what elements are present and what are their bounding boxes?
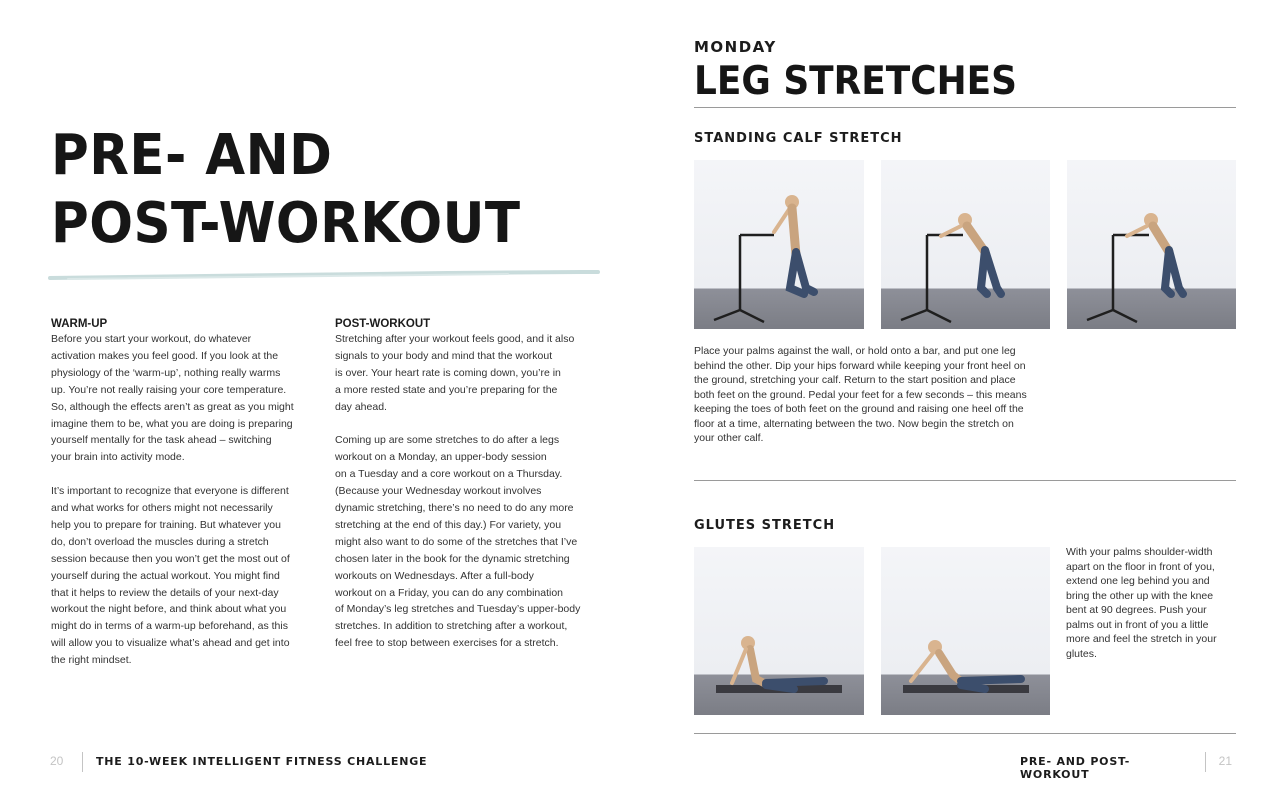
calf-stretch-description: Place your palms against the wall, or hold onto a bar, and put one leg behind the other. Dip your hips forward while keeping your front heel on the ground, stretching your calf. Return to the start position and place both feet on the ground. Pedal your feet for a few seconds – this means keeping the toes of both feet on the ground and raising one heel off the floor at a time, alternating between the two. Now begin the stretch on your other calf. xyxy=(694,345,1027,444)
left-footer xyxy=(50,752,610,772)
right-footer xyxy=(1020,752,1240,781)
glutes-stretch-heading: GLUTES STRETCH xyxy=(694,518,836,533)
calf-stretch-heading: STANDING CALF STRETCH xyxy=(694,131,903,146)
footer-rule xyxy=(694,733,1236,734)
calf-stretch-photo-1 xyxy=(694,160,864,329)
postworkout-paragraph-2: Coming up are some stretches to do after a legs workout on a Monday, an upper-body session on a Tuesday and a core workout on a Thursday. (Because your Wednesday workout involves dynamic stretching, there’s no need to do any more stretching at the end of this day.) For variety, you might also want to do some of the stretches that I’ve chosen later in the book for the dynamic stretching workouts on Wednesdays. After a full-body workout on a Friday, you can do any combination of Monday’s leg stretches and Tuesday’s upper-body stretches. In addition to stretching after a workout, feel free to stop between exercises for a stretch. xyxy=(335,434,581,650)
page-number-right: 21 xyxy=(1218,754,1232,768)
postworkout-paragraph-1: Stretching after your workout feels good, and it also signals to your body and mind that the workout is over. Your heart rate is coming down, you’re in a more rested state and you’re preparing for the day ahead. xyxy=(335,333,575,413)
chapter-title xyxy=(51,122,651,258)
postworkout-column xyxy=(335,318,610,669)
footer-divider-left xyxy=(82,752,83,772)
page-number-left: 20 xyxy=(50,754,64,768)
warmup-paragraph-2: It’s important to recognize that everyone is different and what works for others might not necessarily help you to prepare for training. But whatever you do, don’t overload the muscles during a stretch session because then you won’t get the most out of yourself during the actual workout. You might find that it helps to review the details of your next-day workout the night before, and think about what you might do in terms of a warm-up beforehand, as this will allow you to visualize what’s ahead and get into the right mindset. xyxy=(51,485,290,667)
warmup-paragraph-1: Before you start your workout, do whatever activation makes you feel good. If you look at the physiology of the ‘warm-up’, nothing really warms up. You’re not really raising your core temperature. So, although the effects aren’t as great as you might imagine them to be, what you are doing is preparing yourself mentally for the task ahead – switching your brain into activity mode. xyxy=(51,333,294,464)
warmup-column xyxy=(51,318,321,686)
page-title: LEG STRETCHES xyxy=(694,59,1017,104)
section-title-footer: PRE- AND POST-WORKOUT xyxy=(1020,755,1131,781)
warmup-heading: WARM-UP xyxy=(51,318,108,330)
glutes-stretch-photo-1 xyxy=(694,547,864,715)
calf-stretch-photo-3 xyxy=(1067,160,1236,329)
title-rule xyxy=(694,107,1236,108)
calf-stretch-photo-2 xyxy=(881,160,1050,329)
footer-divider-right xyxy=(1205,752,1206,772)
glutes-stretch-photo-2 xyxy=(881,547,1050,715)
right-page xyxy=(640,0,1287,800)
brush-stroke-divider xyxy=(48,268,600,284)
book-title: THE 10-WEEK INTELLIGENT FITNESS CHALLENGE xyxy=(96,755,428,768)
day-label: MONDAY xyxy=(694,38,777,56)
postworkout-heading: POST-WORKOUT xyxy=(335,318,431,330)
chapter-title-line-2: POST-WORKOUT xyxy=(51,191,521,256)
chapter-title-line-1: PRE- AND xyxy=(51,123,333,188)
glutes-stretch-description: With your palms shoulder-width apart on the floor in front of you, extend one leg behind you and bring the other up with the knee bent at 90 degrees. Push your palms out in front of you a little more and feel the stretch in your glutes. xyxy=(1066,546,1217,660)
left-page xyxy=(0,0,640,800)
section-rule xyxy=(694,480,1236,481)
